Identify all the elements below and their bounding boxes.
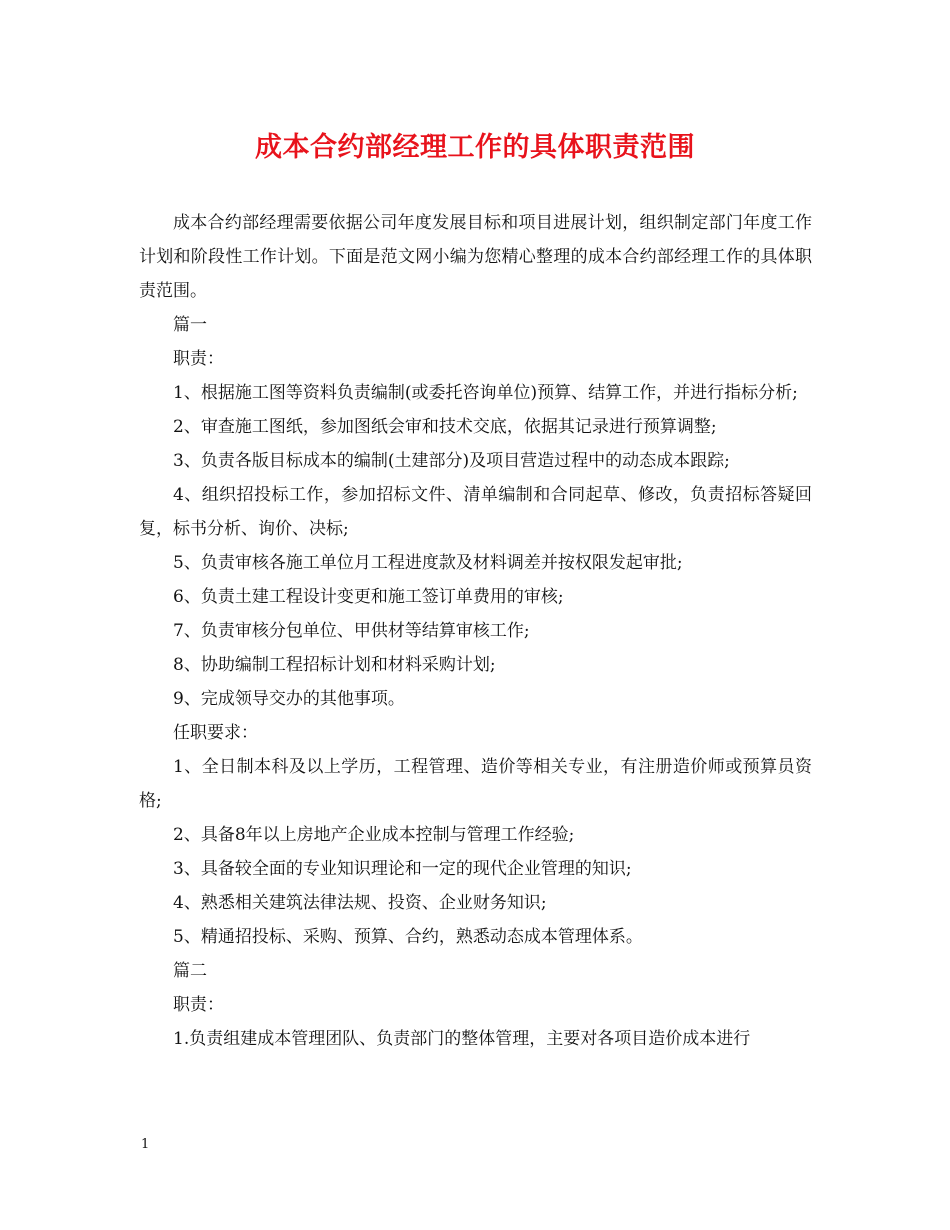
duty-item: 1、根据施工图等资料负责编制(或委托咨询单位)预算、结算工作，并进行指标分析; [173,383,798,403]
document-title: 成本合约部经理工作的具体职责范围 [255,132,695,163]
duty-item: 5、负责审核各施工单位月工程进度款及材料调差并按权限发起审批; [173,553,683,573]
duty-item: 4、组织招投标工作，参加招标文件、清单编制和合同起草、修改，负责招标答疑回复，标书分析、询价、决标; [139,485,812,539]
requirement-item: 5、精通招投标、采购、预算、合约，熟悉动态成本管理体系。 [173,927,643,947]
duty-item: 6、负责土建工程设计变更和施工签订单费用的审核; [173,587,564,607]
duty-item: 8、协助编制工程招标计划和材料采购计划; [173,655,496,675]
requirement-item: 3、具备较全面的专业知识理论和一定的现代企业管理的知识; [173,859,632,879]
requirement-item: 4、熟悉相关建筑法律法规、投资、企业财务知识; [173,893,547,913]
document-body [139,206,812,1056]
requirement-item: 1、全日制本科及以上学历，工程管理、造价等相关专业，有注册造价师或预算员资格; [139,757,812,811]
duty-item: 2、审查施工图纸，参加图纸会审和技术交底，依据其记录进行预算调整; [173,417,717,437]
page-number: 1 [141,1137,150,1152]
responsibilities-heading: 职责： [173,995,224,1015]
responsibilities-heading: 职责： [173,349,224,369]
requirement-item: 2、具备8年以上房地产企业成本控制与管理工作经验; [173,825,575,845]
section-heading-part-two: 篇二 [173,961,207,981]
duty-item: 3、负责各版目标成本的编制(土建部分)及项目营造过程中的动态成本跟踪; [173,451,730,471]
duty-item: 7、负责审核分包单位、甲供材等结算审核工作; [173,621,530,641]
requirements-heading: 任职要求： [173,723,258,743]
section-heading-part-one: 篇一 [173,315,207,335]
duty-item: 9、完成领导交办的其他事项。 [173,689,405,709]
intro-paragraph: 成本合约部经理需要依据公司年度发展目标和项目进展计划，组织制定部门年度工作计划和阶段性工作计划。下面是范文网小编为您精心整理的成本合约部经理工作的具体职责范围。 [139,213,812,301]
duty-item: 1.负责组建成本管理团队、负责部门的整体管理，主要对各项目造价成本进行 [173,1029,751,1049]
